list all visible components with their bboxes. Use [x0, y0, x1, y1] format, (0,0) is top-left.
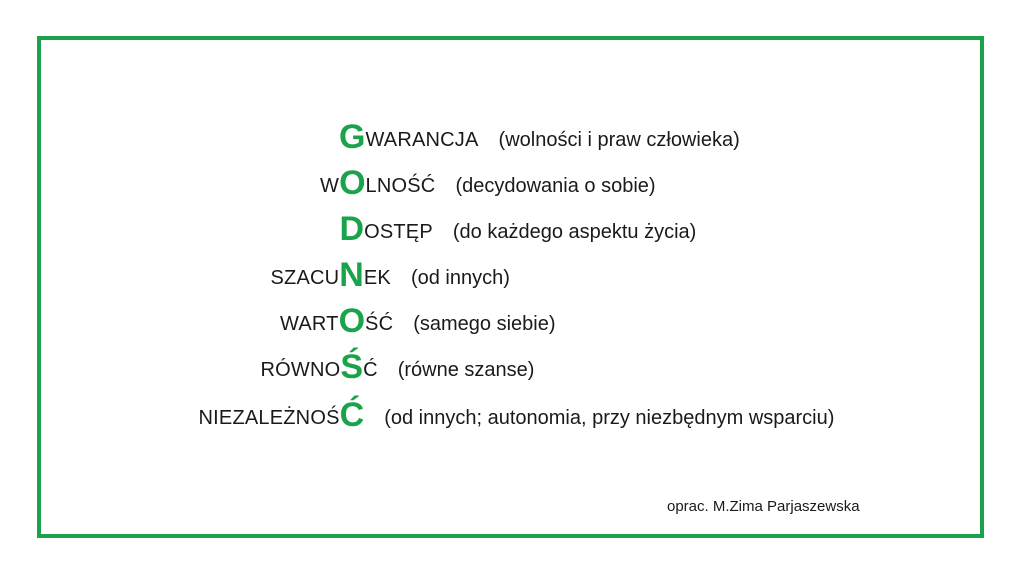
acrostic-row-gwarancja: [339, 111, 740, 155]
acrostic-row-wolnosc: [320, 157, 656, 201]
acrostic-letter: O: [339, 164, 366, 202]
word-description: (decydowania o sobie): [455, 175, 656, 197]
word-description: (równe szanse): [397, 359, 535, 381]
word-prefix: RÓWNO: [260, 359, 341, 381]
acrostic-row-szacunek: [271, 249, 510, 293]
word-description: (samego siebie): [413, 313, 556, 335]
acrostic-letter: Ć: [339, 396, 365, 434]
word-suffix: ŚĆ: [365, 313, 394, 335]
word-description: (do każdego aspektu życia): [452, 221, 697, 243]
acrostic-row-dostep: [340, 203, 697, 247]
word-description: (od innych; autonomia, przy niezbędnym wsparciu): [384, 407, 835, 429]
acrostic-letter: D: [339, 210, 365, 248]
acrostic-row-rownosc: [261, 341, 535, 385]
word-prefix: NIEZALEŻNOŚ: [198, 407, 340, 429]
acrostic-letter: O: [338, 302, 366, 340]
word-suffix: Ć: [363, 359, 378, 381]
word-suffix: OSTĘP: [364, 221, 433, 243]
word-prefix: W: [320, 175, 340, 197]
author-credit: oprac. M.Zima Parjaszewska: [667, 498, 860, 515]
acrostic-letter: Ś: [340, 348, 364, 386]
acrostic-letter: G: [339, 118, 366, 156]
word-prefix: WART: [280, 313, 339, 335]
acrostic-row-niezaleznosc: [199, 389, 835, 433]
word-suffix: WARANCJA: [365, 129, 479, 151]
acrostic-letter: N: [339, 256, 364, 294]
word-suffix: EK: [363, 267, 391, 289]
word-description: (wolności i praw człowieka): [498, 129, 740, 151]
word-suffix: LNOŚĆ: [365, 175, 436, 197]
word-prefix: SZACU: [270, 267, 340, 289]
word-description: (od innych): [410, 267, 510, 289]
acrostic-row-wartosc: [280, 295, 556, 339]
